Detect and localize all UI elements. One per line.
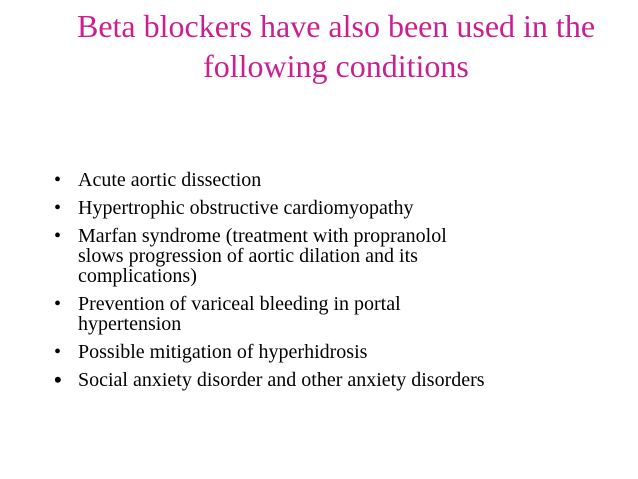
bullet-text-line-2: slows progression of aortic dilation and its <box>78 245 418 267</box>
bullet-item-social-anxiety <box>54 367 614 392</box>
bullet-item-marfan-syndrome <box>54 226 614 286</box>
slide-title <box>40 6 632 86</box>
bullet-item-acute-aortic-dissection <box>54 170 614 190</box>
bullet-marker-icon: • <box>54 225 62 247</box>
bullet-item-hyperhidrosis <box>54 342 614 362</box>
bullet-text: Acute aortic dissection <box>78 169 262 191</box>
bullet-text: Possible mitigation of hyperhidrosis <box>78 341 368 363</box>
bullet-marker-icon: • <box>54 169 62 191</box>
bullet-text: Hypertrophic obstructive cardiomyopathy <box>78 197 414 219</box>
bullet-list <box>54 170 614 398</box>
bullet-marker-icon: • <box>54 341 62 363</box>
slide-title-line-1: Beta blockers have also been used in the <box>76 8 596 44</box>
bullet-text-line-1: Marfan syndrome (treatment with propranolol <box>78 225 447 247</box>
bullet-text-line-1: Prevention of variceal bleeding in portal <box>78 293 401 315</box>
bullet-text: Social anxiety disorder and other anxiety disorders <box>78 369 485 391</box>
bullet-marker-icon: • <box>54 197 62 219</box>
bullet-text-line-3: complications) <box>78 265 197 287</box>
slide-title-line-2: following conditions <box>203 48 469 84</box>
bullet-item-variceal-bleeding <box>54 294 614 334</box>
bullet-marker-icon: • <box>54 367 62 392</box>
bullet-text-line-2: hypertension <box>78 313 182 335</box>
bullet-item-hocm <box>54 198 614 218</box>
bullet-marker-icon: • <box>54 293 62 315</box>
